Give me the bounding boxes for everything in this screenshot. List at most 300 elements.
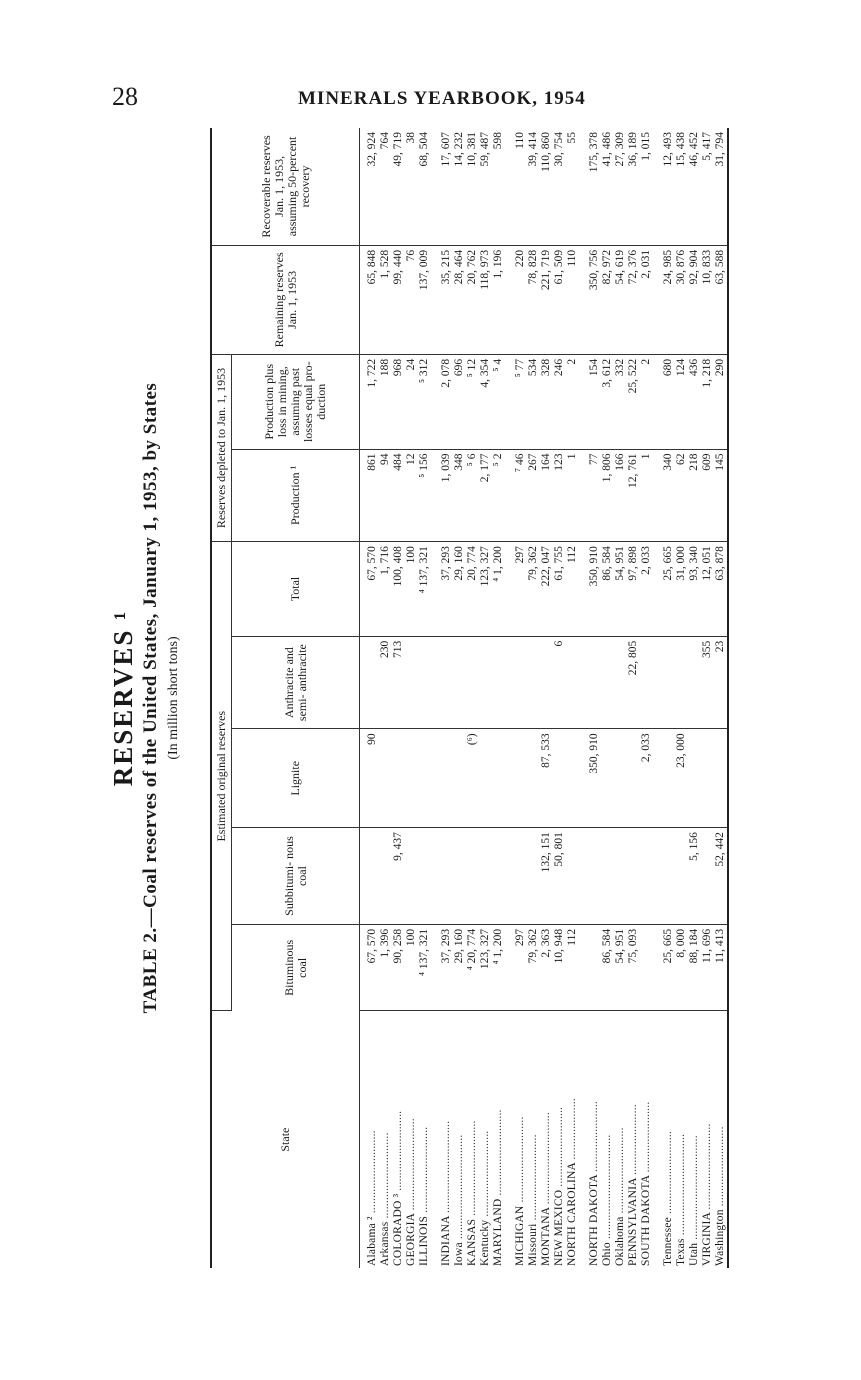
table-row (579, 128, 601, 1268)
cell-bituminous: 67, 570 (360, 924, 380, 1010)
cell-recoverable: 41, 486 (601, 128, 614, 245)
coal-reserves-table (210, 128, 729, 1268)
table-row (714, 128, 728, 1268)
cell-production: 166 (614, 449, 627, 542)
cell-production: ⁷ 46 (505, 449, 527, 542)
table-body (360, 128, 729, 1268)
cell-recoverable: 598 (492, 128, 505, 245)
cell-bituminous: 8, 000 (675, 924, 688, 1010)
cell-production: 609 (701, 449, 714, 542)
cell-subbituminous (527, 828, 540, 925)
rotated-table-area (108, 128, 748, 1268)
cell-lignite (418, 729, 431, 828)
cell-anthracite: 713 (392, 636, 405, 729)
cell-remaining: 1, 528 (379, 245, 392, 354)
table-row (360, 128, 380, 1268)
header-remaining: Remaining reserves Jan. 1, 1953 (211, 245, 360, 354)
cell-production-loss: 328 (540, 354, 553, 449)
cell-production: 12 (405, 449, 418, 542)
cell-lignite (627, 729, 640, 828)
cell-anthracite (492, 636, 505, 729)
table-row (614, 128, 627, 1268)
cell-recoverable: 31, 794 (714, 128, 728, 245)
dot-leader: ................................. (675, 1133, 687, 1239)
cell-subbituminous (360, 828, 380, 925)
cell-recoverable: 10, 381 (466, 128, 479, 245)
table-row (392, 128, 405, 1268)
table-row (431, 128, 453, 1268)
state-label: KANSAS (466, 1218, 478, 1266)
cell-subbituminous: 5, 156 (688, 828, 701, 925)
cell-anthracite (418, 636, 431, 729)
cell-lignite: 87, 533 (540, 729, 553, 828)
header-subbituminous: Subbitumi- nous coal (232, 828, 360, 925)
cell-total: 297 (505, 542, 527, 637)
state-name (418, 1011, 431, 1268)
cell-bituminous (640, 924, 653, 1010)
cell-remaining: 118, 973 (479, 245, 492, 354)
cell-lignite (379, 729, 392, 828)
cell-production: 164 (540, 449, 553, 542)
cell-recoverable: 59, 487 (479, 128, 492, 245)
cell-anthracite (527, 636, 540, 729)
cell-production: ⁵ 6 (466, 449, 479, 542)
cell-anthracite (505, 636, 527, 729)
state-label: SOUTH DAKOTA (640, 1175, 652, 1266)
dot-leader: .................................. (453, 1134, 465, 1243)
cell-lignite (653, 729, 675, 828)
header-lignite: Lignite (232, 729, 360, 828)
cell-lignite (527, 729, 540, 828)
cell-subbituminous (431, 828, 453, 925)
header-anthracite: Anthracite and semi- anthracite (232, 636, 360, 729)
cell-lignite (701, 729, 714, 828)
cell-production-loss: 696 (453, 354, 466, 449)
cell-subbituminous (479, 828, 492, 925)
state-label: Ohio (601, 1242, 613, 1266)
dot-leader: .......................... (553, 1106, 565, 1190)
dot-leader: ............................ (492, 1109, 504, 1199)
table-row (405, 128, 418, 1268)
cell-remaining: 221, 719 (540, 245, 553, 354)
cell-remaining: 2, 031 (640, 245, 653, 354)
cell-production-loss: 188 (379, 354, 392, 449)
cell-production-loss: 968 (392, 354, 405, 449)
cell-remaining: 35, 215 (431, 245, 453, 354)
cell-lignite (405, 729, 418, 828)
cell-subbituminous (418, 828, 431, 925)
cell-remaining: 1, 196 (492, 245, 505, 354)
cell-anthracite: 6 (553, 636, 566, 729)
cell-total: 100, 408 (392, 542, 405, 637)
state-name (527, 1011, 540, 1268)
state-name (701, 1011, 714, 1268)
cell-production: 484 (392, 449, 405, 542)
cell-production: 218 (688, 449, 701, 542)
cell-subbituminous (466, 828, 479, 925)
state-label: Washington (714, 1209, 726, 1266)
heading-block (108, 128, 196, 1268)
cell-recoverable: 55 (566, 128, 579, 245)
cell-subbituminous (701, 828, 714, 925)
header-total: Total (232, 542, 360, 637)
cell-remaining: 65, 848 (360, 245, 380, 354)
state-label: ILLINOIS (418, 1215, 430, 1266)
cell-production: 145 (714, 449, 728, 542)
cell-remaining: 76 (405, 245, 418, 354)
cell-production-loss: 246 (553, 354, 566, 449)
cell-lignite (601, 729, 614, 828)
cell-lignite (714, 729, 728, 828)
state-name (566, 1011, 579, 1268)
cell-remaining: 24, 985 (653, 245, 675, 354)
table-row (653, 128, 675, 1268)
cell-bituminous: 100 (405, 924, 418, 1010)
cell-remaining: 92, 904 (688, 245, 701, 354)
cell-production-loss: 1, 218 (701, 354, 714, 449)
header-bituminous: Bituminous coal (232, 924, 360, 1010)
cell-recoverable: 175, 378 (579, 128, 601, 245)
cell-recoverable: 39, 414 (527, 128, 540, 245)
header-state: State (211, 1011, 360, 1268)
cell-bituminous: ⁴ 137, 321 (418, 924, 431, 1010)
cell-remaining: 61, 509 (553, 245, 566, 354)
cell-lignite (392, 729, 405, 828)
table-row (540, 128, 553, 1268)
state-name (627, 1011, 640, 1268)
cell-anthracite (601, 636, 614, 729)
cell-lignite: 23, 000 (675, 729, 688, 828)
cell-recoverable: 12, 493 (653, 128, 675, 245)
cell-lignite (505, 729, 527, 828)
running-head: MINERALS YEARBOOK, 1954 (298, 88, 586, 109)
cell-recoverable: 17, 607 (431, 128, 453, 245)
cell-subbituminous (627, 828, 640, 925)
state-name (653, 1011, 675, 1268)
cell-bituminous: 37, 293 (431, 924, 453, 1010)
cell-production-loss: 3, 612 (601, 354, 614, 449)
cell-lignite: (⁶) (466, 729, 479, 828)
cell-recoverable: 110, 860 (540, 128, 553, 245)
cell-total: 63, 878 (714, 542, 728, 637)
cell-subbituminous (566, 828, 579, 925)
cell-bituminous: 2, 363 (540, 924, 553, 1010)
cell-lignite (431, 729, 453, 828)
cell-remaining: 63, 588 (714, 245, 728, 354)
cell-production: ⁵ 2 (492, 449, 505, 542)
cell-subbituminous (405, 828, 418, 925)
cell-total: 25, 665 (653, 542, 675, 637)
state-name (360, 1011, 380, 1268)
cell-remaining: 54, 619 (614, 245, 627, 354)
cell-production: 1 (566, 449, 579, 542)
cell-recoverable: 764 (379, 128, 392, 245)
dot-leader: .................................. (688, 1135, 700, 1243)
cell-production-loss: ⁵ 312 (418, 354, 431, 449)
cell-production: 94 (379, 449, 392, 542)
cell-total: 86, 584 (601, 542, 614, 637)
cell-total: ⁴ 1, 200 (492, 542, 505, 637)
state-name (479, 1011, 492, 1268)
table-row (505, 128, 527, 1268)
cell-recoverable: 110 (505, 128, 527, 245)
cell-production: 861 (360, 449, 380, 542)
cell-bituminous: 123, 327 (479, 924, 492, 1010)
state-label: Missouri (527, 1223, 539, 1266)
cell-total: 112 (566, 542, 579, 637)
cell-remaining: 20, 762 (466, 245, 479, 354)
cell-subbituminous (505, 828, 527, 925)
cell-production-loss: 534 (527, 354, 540, 449)
table-row (688, 128, 701, 1268)
cell-remaining: 350, 756 (579, 245, 601, 354)
cell-production-loss: 4, 354 (479, 354, 492, 449)
cell-production-loss: 24 (405, 354, 418, 449)
cell-remaining: 10, 833 (701, 245, 714, 354)
cell-bituminous: 79, 362 (527, 924, 540, 1010)
dot-leader: ............................ (479, 1130, 491, 1220)
cell-production-loss: 25, 522 (627, 354, 640, 449)
cell-production: 1 (640, 449, 653, 542)
table-row (553, 128, 566, 1268)
cell-production-loss: 290 (714, 354, 728, 449)
dot-leader: ....................... (640, 1101, 652, 1176)
cell-bituminous: 11, 413 (714, 924, 728, 1010)
cell-production: 267 (527, 449, 540, 542)
dot-leader: ....................... (588, 1100, 600, 1175)
section-title: RESERVES ¹ (108, 609, 138, 787)
dot-leader: ............................ (418, 1126, 430, 1216)
dot-leader: .......................... (714, 1126, 726, 1210)
cell-recoverable: 5, 417 (701, 128, 714, 245)
state-label: MICHIGAN (514, 1205, 526, 1266)
header-production: Production ¹ (232, 449, 360, 542)
cell-production: 348 (453, 449, 466, 542)
cell-lignite (688, 729, 701, 828)
cell-production-loss: 154 (579, 354, 601, 449)
cell-anthracite (688, 636, 701, 729)
cell-production: ⁵ 156 (418, 449, 431, 542)
cell-anthracite: 355 (701, 636, 714, 729)
state-name (579, 1011, 601, 1268)
cell-total: ⁴ 137, 321 (418, 542, 431, 637)
cell-total: 350, 910 (579, 542, 601, 637)
cell-anthracite (431, 636, 453, 729)
cell-recoverable: 46, 452 (688, 128, 701, 245)
cell-bituminous: 112 (566, 924, 579, 1010)
state-name (601, 1011, 614, 1268)
table-row (453, 128, 466, 1268)
cell-anthracite (466, 636, 479, 729)
cell-production: 2, 177 (479, 449, 492, 542)
cell-production: 77 (579, 449, 601, 542)
cell-total: 222, 047 (540, 542, 553, 637)
table-row (675, 128, 688, 1268)
cell-total: 1, 716 (379, 542, 392, 637)
state-label: MARYLAND (492, 1198, 504, 1266)
cell-remaining: 72, 376 (627, 245, 640, 354)
table-row (418, 128, 431, 1268)
header-recoverable: Recoverable reserves Jan. 1, 1953, assuming 50-percent recovery (211, 128, 360, 245)
cell-anthracite (579, 636, 601, 729)
dot-leader: ............................ (701, 1123, 713, 1213)
cell-subbituminous (640, 828, 653, 925)
dot-leader: .......................... (392, 1110, 404, 1194)
cell-recoverable: 68, 504 (418, 128, 431, 245)
cell-recoverable: 14, 232 (453, 128, 466, 245)
dot-leader: ............................ (514, 1116, 526, 1206)
state-name (405, 1011, 418, 1268)
cell-subbituminous (614, 828, 627, 925)
cell-bituminous: 75, 093 (627, 924, 640, 1010)
cell-total: 123, 327 (479, 542, 492, 637)
cell-remaining: 78, 828 (527, 245, 540, 354)
cell-lignite (479, 729, 492, 828)
cell-anthracite (540, 636, 553, 729)
page-number: 28 (112, 82, 138, 111)
cell-anthracite (405, 636, 418, 729)
state-label: COLORADO ³ (392, 1193, 404, 1266)
cell-anthracite (640, 636, 653, 729)
cell-recoverable: 32, 924 (360, 128, 380, 245)
state-name (640, 1011, 653, 1268)
cell-subbituminous: 9, 437 (392, 828, 405, 925)
table-row (492, 128, 505, 1268)
cell-production-loss: 1, 722 (360, 354, 380, 449)
cell-anthracite (453, 636, 466, 729)
table-row (640, 128, 653, 1268)
cell-bituminous: 10, 948 (553, 924, 566, 1010)
cell-production-loss: 2 (566, 354, 579, 449)
cell-recoverable: 30, 754 (553, 128, 566, 245)
cell-bituminous: 88, 184 (688, 924, 701, 1010)
state-name (714, 1011, 728, 1268)
cell-lignite: 90 (360, 729, 380, 828)
cell-total: 12, 051 (701, 542, 714, 637)
cell-production: 12, 761 (627, 449, 640, 542)
dot-leader: ............................ (527, 1134, 539, 1224)
state-label: NEW MEXICO (553, 1189, 565, 1266)
cell-production-loss: ⁵ 77 (505, 354, 527, 449)
table-row (466, 128, 479, 1268)
state-label: MONTANA (540, 1207, 552, 1266)
dot-leader: ............................ (379, 1132, 391, 1222)
table-row (701, 128, 714, 1268)
dot-leader: .............................. (405, 1118, 417, 1214)
header-depleted-group: Reserves depleted to Jan. 1, 1953 (211, 354, 232, 541)
cell-recoverable: 1, 015 (640, 128, 653, 245)
dot-leader: ........................... (662, 1131, 674, 1218)
cell-subbituminous (579, 828, 601, 925)
cell-remaining: 30, 876 (675, 245, 688, 354)
dot-leader: ........................... (366, 1130, 378, 1217)
dot-leader: .............................. (540, 1112, 552, 1208)
state-label: PENNSYLVANIA (627, 1177, 639, 1266)
cell-lignite (566, 729, 579, 828)
table-row (379, 128, 392, 1268)
cell-production-loss: 680 (653, 354, 675, 449)
cell-remaining: 137, 009 (418, 245, 431, 354)
cell-production: 123 (553, 449, 566, 542)
dot-leader: .................... (566, 1098, 578, 1163)
state-name (553, 1011, 566, 1268)
cell-lignite: 2, 033 (640, 729, 653, 828)
cell-total: 20, 774 (466, 542, 479, 637)
cell-production: 1, 806 (601, 449, 614, 542)
cell-bituminous (579, 924, 601, 1010)
dot-leader: ............................... (466, 1120, 478, 1219)
table-row (627, 128, 640, 1268)
state-label: Oklahoma (614, 1216, 626, 1266)
table-subtitle: (In million short tons) (166, 636, 181, 760)
state-label: Iowa (453, 1242, 465, 1266)
cell-recoverable: 38 (405, 128, 418, 245)
state-name (392, 1011, 405, 1268)
cell-anthracite (653, 636, 675, 729)
cell-subbituminous (379, 828, 392, 925)
cell-total: 37, 293 (431, 542, 453, 637)
cell-production: 340 (653, 449, 675, 542)
cell-total: 79, 362 (527, 542, 540, 637)
cell-bituminous: 11, 696 (701, 924, 714, 1010)
cell-anthracite: 22, 805 (627, 636, 640, 729)
cell-anthracite: 230 (379, 636, 392, 729)
state-name (466, 1011, 479, 1268)
cell-anthracite (479, 636, 492, 729)
state-name (505, 1011, 527, 1268)
cell-production-loss: ⁵ 12 (466, 354, 479, 449)
cell-anthracite (360, 636, 380, 729)
cell-total: 67, 570 (360, 542, 380, 637)
cell-recoverable: 49, 719 (392, 128, 405, 245)
cell-production-loss: 332 (614, 354, 627, 449)
state-name (379, 1011, 392, 1268)
state-label: INDIANA (440, 1216, 452, 1266)
cell-total: 61, 755 (553, 542, 566, 637)
cell-recoverable: 36, 189 (627, 128, 640, 245)
cell-anthracite (675, 636, 688, 729)
cell-recoverable: 27, 309 (614, 128, 627, 245)
state-label: VIRGINIA (701, 1212, 713, 1266)
cell-production-loss: 124 (675, 354, 688, 449)
cell-remaining: 28, 464 (453, 245, 466, 354)
cell-total: 97, 898 (627, 542, 640, 637)
cell-subbituminous (601, 828, 614, 925)
cell-subbituminous (492, 828, 505, 925)
cell-anthracite (614, 636, 627, 729)
cell-bituminous: 90, 258 (392, 924, 405, 1010)
cell-subbituminous (653, 828, 675, 925)
state-label: NORTH DAKOTA (588, 1174, 600, 1266)
cell-subbituminous (453, 828, 466, 925)
cell-lignite (492, 729, 505, 828)
dot-leader: ............................ (614, 1127, 626, 1217)
state-label: Arkansas (379, 1221, 391, 1266)
cell-remaining: 220 (505, 245, 527, 354)
cell-lignite (614, 729, 627, 828)
cell-remaining: 110 (566, 245, 579, 354)
header-production-loss: Production plus loss in mining, assuming past losses equal pro- duction (232, 354, 360, 449)
cell-total: 29, 160 (453, 542, 466, 637)
state-name (540, 1011, 553, 1268)
cell-production-loss: 2 (640, 354, 653, 449)
header-estimated-group: Estimated original reserves (211, 542, 232, 1011)
cell-total: 93, 340 (688, 542, 701, 637)
state-label: Texas (675, 1238, 687, 1266)
state-label: NORTH CAROLINA (566, 1162, 578, 1266)
cell-production-loss: ⁵ 4 (492, 354, 505, 449)
cell-bituminous: 54, 951 (614, 924, 627, 1010)
